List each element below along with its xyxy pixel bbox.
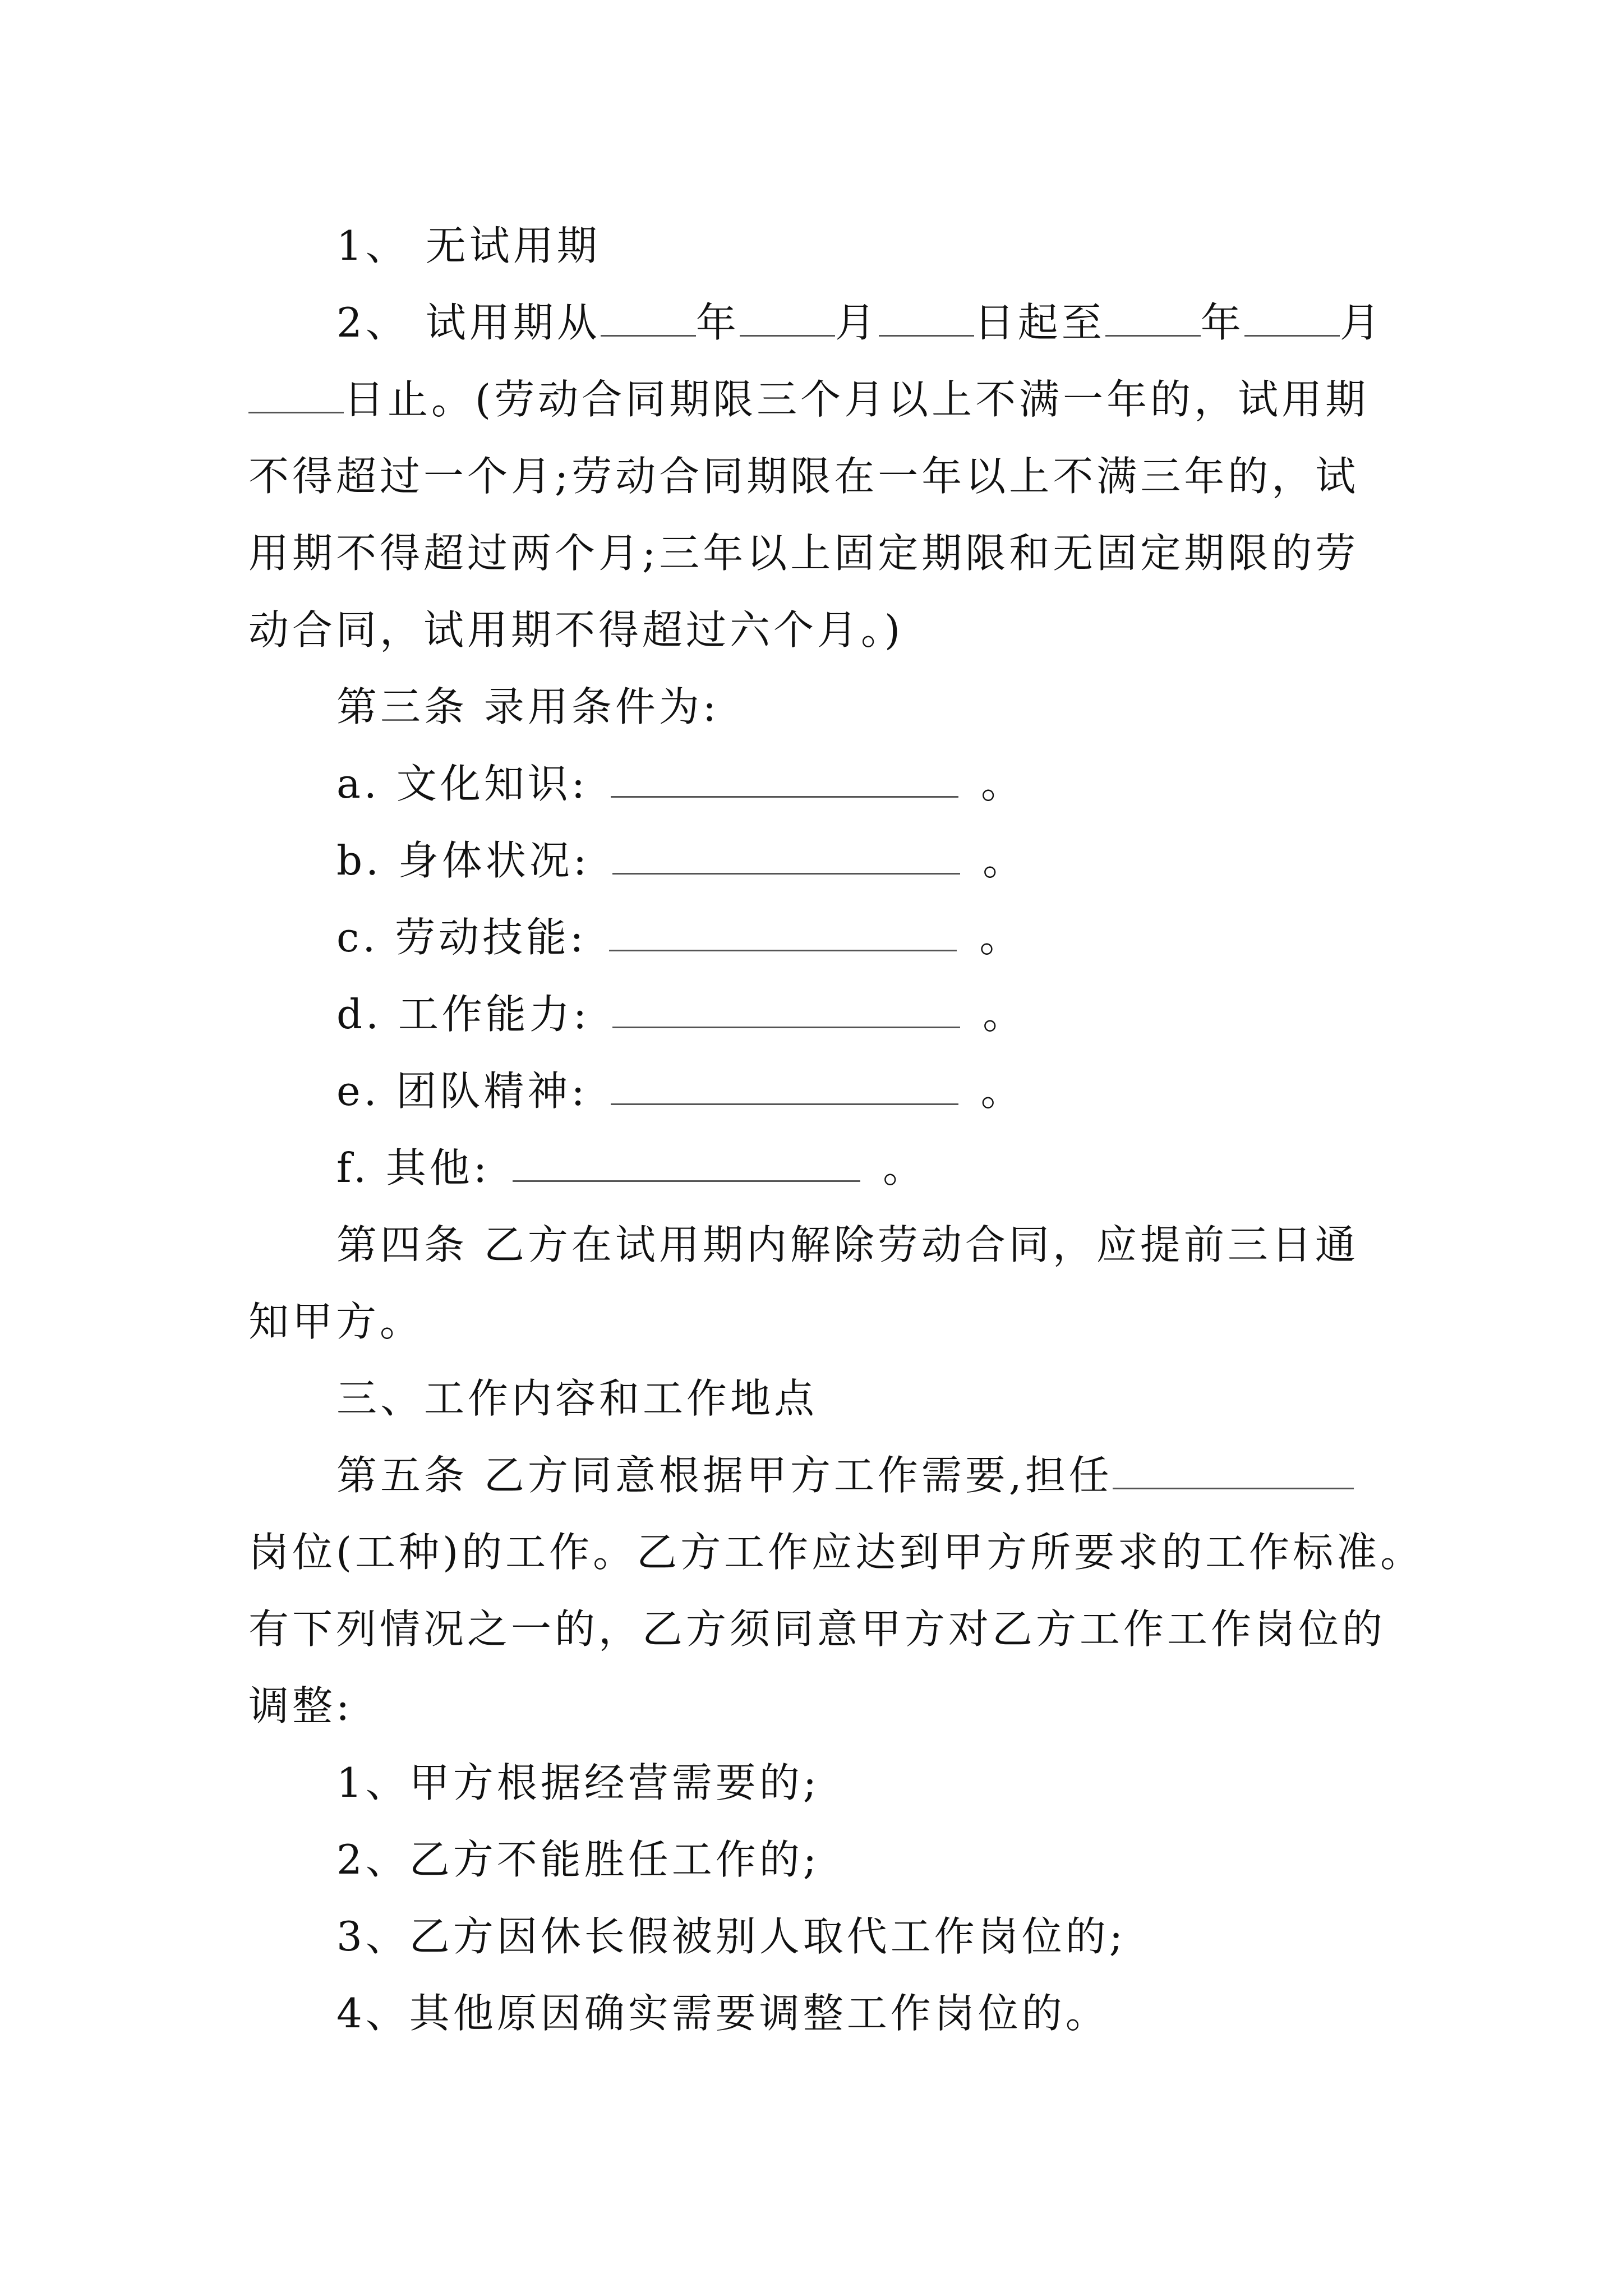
section-3-heading: 三、工作内容和工作地点 [336,1375,818,1422]
end-month-label: 月 [1339,299,1384,346]
post-blank [1113,1448,1354,1489]
end-day-blank [248,372,344,413]
end-mark: 。 [979,914,1023,961]
article-5-line-3: 有下列情况之一的，乙方须同意甲方对乙方工作工作岗位的 [248,1605,1386,1653]
article-5-line-2: 岗位(工种)的工作。乙方工作应达到甲方所要求的工作标准。 [248,1529,1424,1576]
condition-label: f. 其他: [336,1144,491,1191]
end-mark: 。 [883,1144,927,1191]
end-mark: 。 [983,991,1027,1038]
article-5-text: 第五条 乙方同意根据甲方工作需要,担任 [336,1452,1113,1499]
probation-note-line-2: 不得超过一个月;劳动合同期限在一年以上不满三年的，试 [248,453,1359,500]
condition-label: e. 团队精神: [336,1068,588,1115]
end-month-blank [1244,296,1340,337]
condition-item-d [336,986,1391,1042]
condition-label: c. 劳动技能: [336,914,587,961]
adjustment-item-4: 4、其他原因确实需要调整工作岗位的。 [336,1990,1109,2037]
condition-blank [612,987,960,1028]
end-year-blank [1105,296,1201,337]
article-4-line-2: 知甲方。 [248,1298,424,1345]
end-mark: 。 [983,837,1027,884]
probation-option-1: 1、 无试用期 [336,222,601,269]
condition-blank [612,834,960,875]
probation-note-line-1 [248,371,1387,427]
condition-blank [611,1064,958,1105]
article-5-line-1 [336,1447,1391,1503]
article-5-line-4: 调整: [248,1682,353,1729]
probation-note-line-3: 用期不得超过两个月;三年以上固定期限和无固定期限的劳 [248,530,1359,577]
adjustment-item-2: 2、乙方不能胜任工作的; [336,1836,820,1883]
probation-option-2 [336,295,1391,351]
day-from-label: 日起至 [974,299,1105,346]
adjustment-item-3: 3、乙方因休长假被别人取代工作岗位的; [336,1913,1127,1960]
condition-blank [611,757,958,798]
month-blank [740,296,835,337]
condition-label: b. 身体状况: [336,837,591,884]
probation-note-line-4: 动合同，试用期不得超过六个月。) [248,606,904,654]
end-year-label: 年 [1200,299,1244,346]
condition-blank [513,1141,860,1182]
condition-item-b [336,832,1391,889]
condition-item-a [336,756,1391,812]
probation-option-2-label: 2、 试用期从 [336,299,601,346]
month-label: 月 [834,299,879,346]
condition-label: a. 文化知识: [336,760,588,807]
end-mark: 。 [980,760,1025,807]
day-end-label: 日止。 [344,376,476,423]
day-blank [879,296,974,337]
year-blank [601,296,696,337]
condition-label: d. 工作能力: [336,991,591,1038]
condition-item-f [336,1140,1391,1196]
note-text-1: (劳动合同期限三个月以上不满一年的，试用期 [475,376,1370,423]
article-4-line-1: 第四条 乙方在试用期内解除劳动合同，应提前三日通 [336,1221,1359,1268]
year-label: 年 [695,299,740,346]
adjustment-item-1: 1、甲方根据经营需要的; [336,1759,820,1806]
article-3-title: 第三条 录用条件为: [336,683,720,730]
end-mark: 。 [980,1068,1025,1115]
condition-blank [609,910,957,951]
condition-item-c [336,909,1391,965]
condition-item-e [336,1063,1391,1119]
